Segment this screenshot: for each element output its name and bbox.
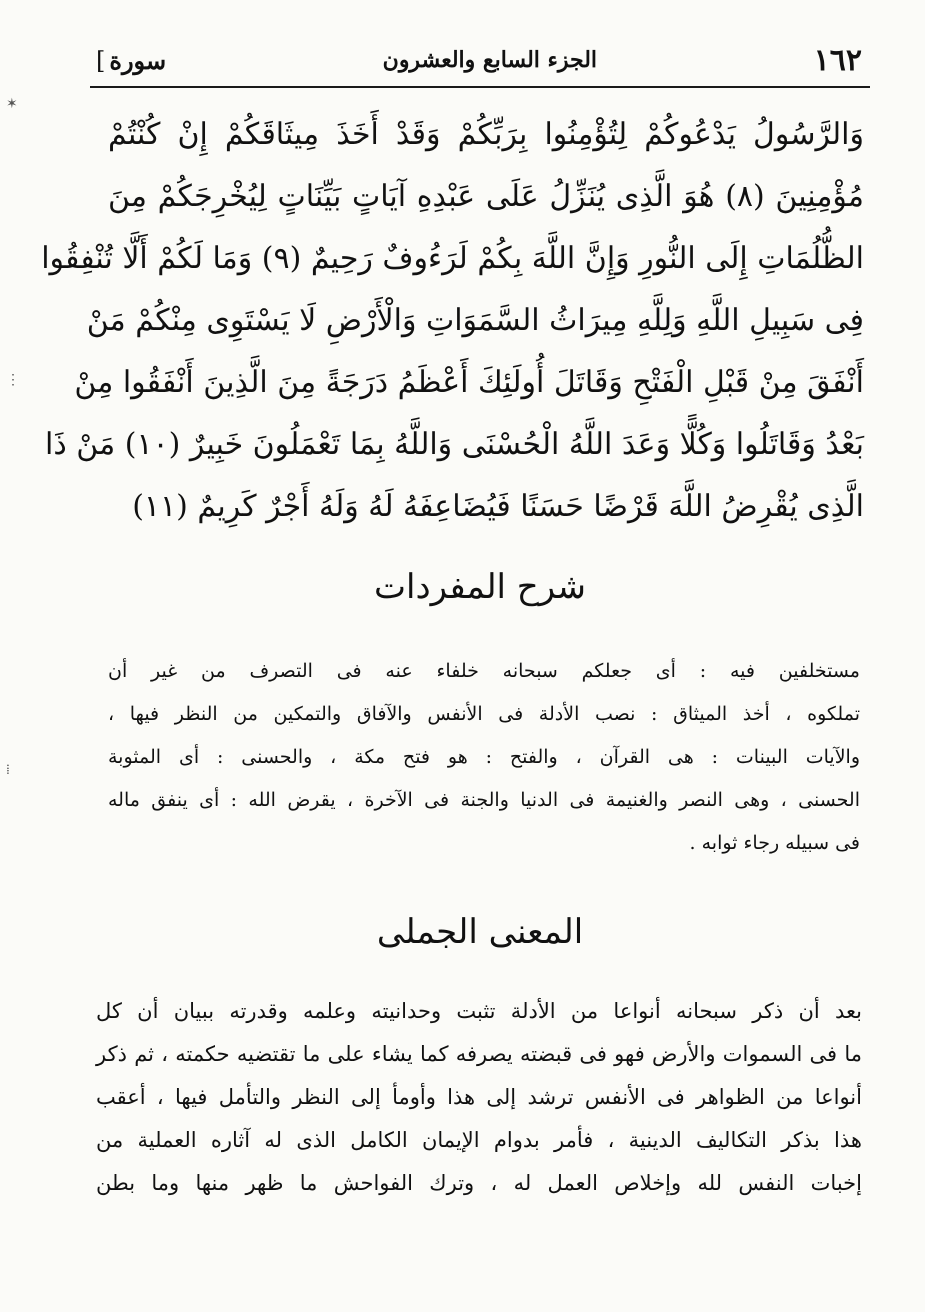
running-head — [90, 34, 870, 88]
verse-line: مُؤْمِنِينَ (٨) هُوَ الَّذِى يُنَزِّلُ عَلَى عَبْدِهِ آيَاتٍ بَيِّنَاتٍ لِيُخْرِجَكُمْ مِنَ — [108, 179, 864, 214]
vocabulary-line: تملكوه ، أخذ الميثاق : نصب الأدلة فى الأنفس والآفاق والتمكين من النظر فيها ، — [108, 703, 860, 725]
vocabulary-line: الحسنى ، وهى النصر والغنيمة فى الدنيا والجنة فى الآخرة ، يقرض الله : أى ينفق ماله — [108, 789, 860, 811]
sura-label: سورة ] — [90, 46, 166, 75]
quran-verses — [41, 104, 864, 538]
general-meaning-section — [96, 990, 862, 1205]
verse-line: الَّذِى يُقْرِضُ اللَّهَ قَرْضًا حَسَنًا فَيُضَاعِفَهُ لَهُ وَلَهُ أَجْرٌ كَرِيمٌ (١١) — [132, 489, 864, 524]
scan-mark: ✶ — [6, 96, 18, 112]
page-number: ١٦٢ — [813, 42, 862, 78]
verse-line: الظُّلُمَاتِ إِلَى النُّورِ وَإِنَّ اللَّهَ بِكُمْ لَرَءُوفٌ رَحِيمٌ (٩) وَمَا لَكُمْ أَلَّا تُنْفِقُوا — [41, 241, 864, 276]
vocabulary-line: مستخلفين فيه : أى جعلكم سبحانه خلفاء عنه فى التصرف من غير أن — [108, 660, 860, 682]
scan-mark: ⁞ — [6, 762, 10, 778]
vocabulary-heading: شرح المفردات — [373, 567, 587, 607]
verse-line: فِى سَبِيلِ اللَّهِ وَلِلَّهِ مِيرَاثُ السَّمَوَاتِ وَالْأَرْضِ لَا يَسْتَوِى مِنْكُمْ مَنْ — [86, 303, 864, 338]
vocabulary-line: فى سبيله رجاء ثوابه . — [689, 832, 860, 854]
meaning-line: بعد أن ذكر سبحانه أنواعا من الأدلة تثبت وحدانيته وعلمه وقدرته ببيان أن كل — [96, 999, 862, 1023]
vocabulary-section — [108, 650, 860, 865]
running-title: الجزء السابع والعشرون — [382, 47, 598, 73]
verse-line: بَعْدُ وَقَاتَلُوا وَكُلًّا وَعَدَ اللَّهُ الْحُسْنَى وَاللَّهُ بِمَا تَعْمَلُونَ خَبِيرٌ (١٠) مَنْ ذَا — [45, 427, 864, 462]
document-page — [40, 0, 870, 1312]
scan-mark: ⋮ — [6, 372, 20, 388]
vocabulary-line: والآيات البينات : هى القرآن ، والفتح : هو فتح مكة ، والحسنى : أى المثوبة — [108, 746, 860, 768]
meaning-line: أنواعا من الظواهر فى الأنفس ترشد إلى هذا وأومأ إلى النظر والتأمل فيها ، أعقب — [96, 1085, 862, 1109]
general-meaning-heading: المعنى الجملى — [376, 912, 584, 952]
verse-line: أَنْفَقَ مِنْ قَبْلِ الْفَتْحِ وَقَاتَلَ أُولَئِكَ أَعْظَمُ دَرَجَةً مِنَ الَّذِينَ أَنْفَقُوا مِنْ — [74, 365, 864, 400]
verse-line: وَالرَّسُولُ يَدْعُوكُمْ لِتُؤْمِنُوا بِرَبِّكُمْ وَقَدْ أَخَذَ مِيثَاقَكُمْ إِنْ كُنْتُمْ — [108, 117, 864, 152]
meaning-line: إخبات النفس لله وإخلاص العمل له ، وترك الفواحش ما ظهر منها وما بطن — [96, 1171, 862, 1195]
meaning-line: هذا بذكر التكاليف الدينية ، فأمر بدوام الإيمان الكامل الذى له آثاره العملية من — [96, 1128, 862, 1152]
meaning-line: ما فى السموات والأرض فهو فى قبضته يصرفه كما يشاء على ما تقتضيه حكمته ، ثم ذكر — [96, 1042, 862, 1066]
